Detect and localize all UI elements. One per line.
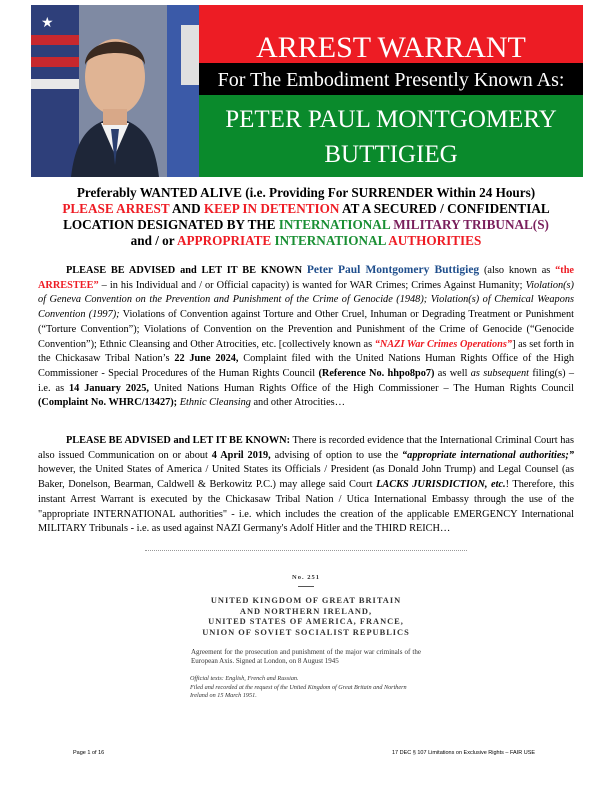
svg-text:★: ★ [41, 15, 54, 31]
p1-advised: PLEASE BE ADVISED and LET IT BE KNOWN [66, 265, 307, 276]
p2-e: ! Therefore, this instant Arrest Warrant is executed by the Chickasaw Tribal Nation / Utica International Embassy through the use of the "appropriate INTERNATIONAL authorities" - i.e. which includes the creation of the applicable EMERGENCY International MILITARY Tribunals - i.e. as used against NAZI Germany's Adolf Hitler and the THIRD REICH… [38, 479, 574, 535]
authorities-text: AUTHORITIES [385, 233, 482, 248]
banner-bands [199, 5, 583, 177]
page-number: Page 1 of 16 [73, 750, 105, 756]
paragraph-2 [38, 434, 574, 537]
p1-nazi-ops: “NAZI War Crimes Operations” [374, 338, 513, 350]
p1-date2: 14 January 2025, [69, 382, 149, 394]
p1-j: United Nations Human Rights Office of the High Commissioner – The Human Rights Council [148, 382, 575, 394]
international-text-2: INTERNATIONAL [271, 233, 386, 248]
party-4: UNION OF SOVIET SOCIALIST REPUBLICS [202, 627, 410, 637]
treaty-scan [145, 574, 467, 701]
appropriate-text: APPROPRIATE [176, 233, 272, 248]
p1-f: ] as set forth in the Chickasaw Tribal Nation’s [38, 338, 574, 365]
treaty-parties [145, 596, 467, 638]
p1-ref: (Reference No. hhpo8po7) [318, 367, 435, 379]
fair-use-notice: 17 DEC § 107 Limitations on Exclusive Rights – FAIR USE [392, 750, 536, 756]
portrait-image [31, 5, 199, 177]
paragraph-1 [38, 263, 574, 411]
p1-b: (also known as [479, 265, 556, 276]
p1-l: and other Atrocities… [250, 397, 345, 409]
location-line [30, 217, 582, 233]
p2-advised: PLEASE BE ADVISED and LET IT BE KNOWN: [66, 435, 291, 446]
arrest-line [30, 201, 582, 217]
p2-d: however, the United States of America / United States its Officials / President (as Donald John Trump) and Legal Counsel (as Baker, Donelson, Bearman, Caldwell & Berkowitz P.C.) may allege said Court [38, 464, 574, 491]
p1-e: Violations of Convention against Torture and Other Cruel, Inhuman or Degrading Treatment or Punishment (“Torture Convention”); Violations of Convention on the Prevention and Punishment of the Crime of Genocide (“Genocide Convention”); Ethnic Cleansing and Other Atrocities, etc. [collectively known as [38, 309, 574, 350]
p2-date: 4 April 2019, [211, 449, 271, 461]
subject-name-line1: PETER PAUL MONTGOMERY [225, 106, 557, 133]
p1-ethnic: Ethnic Cleansing [179, 397, 251, 409]
p1-complaint: (Complaint No. WHRC/13427); [38, 397, 178, 409]
p2-appropriate: “appropriate international authorities;” [402, 449, 575, 461]
p2-c: advising of option to use the [270, 449, 403, 461]
filed-recorded: Filed and recorded at the request of the United Kingdom of Great Britain and Northern Ireland on 15 March 1951. [190, 683, 407, 700]
p1-violations: Violation(s) of Geneva Convention on the Prevention and Punishment of the Crime of Genocide (1948); Violation(s) of Chemical Weapons Convention (1997); [38, 279, 574, 321]
p1-subsequent: as subsequent [470, 367, 530, 379]
treaty-number: No. 251 [292, 574, 320, 581]
and-or-text: and / or [130, 233, 177, 248]
p1-h: as well [434, 367, 471, 379]
section-divider [145, 550, 467, 551]
secured-location-text: AT A SECURED / CONFIDENTIAL [339, 201, 550, 216]
p1-g: Complaint filed with the United Nations Human Rights Office of the High Commissioner - Special Procedures of the Human Rights Council [38, 353, 575, 379]
p1-c: – in his Individual and / or Official capacity) is wanted for WAR Crimes; Crimes Against Humanity; [98, 279, 526, 291]
p1-i: filing(s) – i.e. as [38, 367, 574, 394]
party-1: UNITED KINGDOM OF GREAT BRITAIN [210, 596, 402, 605]
treaty-dash [298, 586, 314, 587]
party-2: AND NORTHERN IRELAND, [239, 606, 373, 616]
please-arrest: PLEASE ARREST [62, 201, 170, 216]
official-texts [190, 675, 414, 700]
p1-arrestee: “the ARRESTEE” [38, 265, 574, 291]
p2-b: There is recorded evidence that the International Criminal Court has also issued Communication on or about [38, 435, 575, 461]
warrant-title: ARREST WARRANT [256, 31, 526, 64]
wanted-line: Preferably WANTED ALIVE (i.e. Providing For SURRENDER Within 24 Hours) [76, 185, 536, 200]
subject-name-line2: BUTTIGIEG [324, 141, 458, 168]
warrant-subtitle: For The Embodiment Presently Known As: [217, 69, 565, 91]
location-text: LOCATION DESIGNATED BY THE [63, 217, 279, 232]
party-3: UNITED STATES OF AMERICA, FRANCE, [208, 617, 404, 627]
international-text: INTERNATIONAL [278, 217, 390, 232]
keep-in-detention: KEEP IN DETENTION [203, 201, 340, 216]
and-text: AND [169, 201, 204, 216]
p1-date1: 22 June 2024, [174, 353, 239, 365]
p1-subject-name: Peter Paul Montgomery Buttigieg [306, 264, 480, 276]
subject-photo [31, 5, 199, 177]
military-tribunals-text: MILITARY TRIBUNAL(S) [389, 217, 549, 232]
authorities-line [30, 233, 582, 249]
p2-lacks: LACKS JURISDICTION, etc. [376, 479, 506, 491]
official-languages: Official texts: English, French and Russian. [190, 675, 299, 683]
agreement-text: Agreement for the prosecution and punishment of the major war criminals of the European Axis. Signed at London, on 8 August 1945 [191, 648, 421, 666]
warrant-banner [31, 5, 583, 177]
